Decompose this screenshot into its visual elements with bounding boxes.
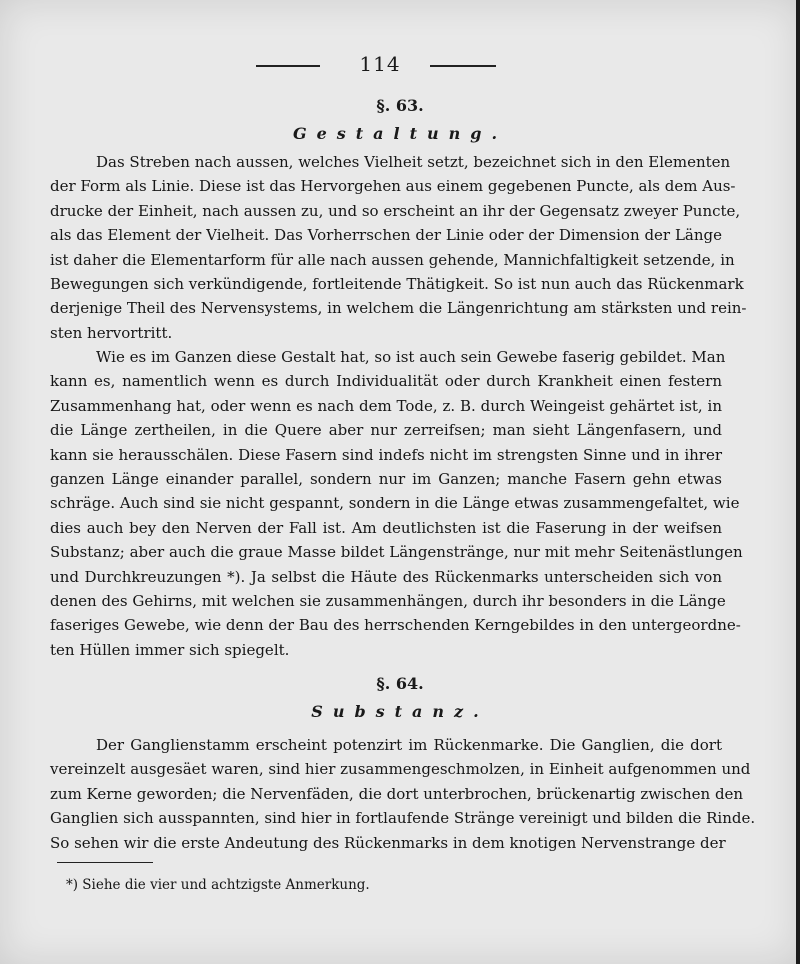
text-line: ist daher die Elementarform für alle nach aussen gehende, Mannichfaltigkeit setzende, in xyxy=(50,250,735,269)
text-line: Der Ganglienstamm erscheint potenzirt im Rückenmarke. Die Ganglien, die dort xyxy=(96,736,722,754)
footnote: *) Siehe die vier und achtzigste Anmerkung. xyxy=(66,877,370,893)
text-line: der Form als Linie. Diese ist das Hervorgehen aus einem gegebenen Puncte, als dem Aus- xyxy=(50,177,736,196)
header-rule-right xyxy=(430,65,496,67)
text-line: und Durchkreuzungen *). Ja selbst die Häute des Rückenmarks unterscheiden sich von xyxy=(50,567,722,586)
text-line: als das Element der Vielheit. Das Vorherrschen der Linie oder der Dimension der Länge xyxy=(50,226,722,245)
footnote-rule xyxy=(57,862,153,863)
page-edge xyxy=(796,0,800,964)
text-line: denen des Gehirns, mit welchen sie zusammenhängen, durch ihr besonders in die Länge xyxy=(50,592,726,611)
header-rule-left xyxy=(256,65,320,67)
text-line: Wie es im Ganzen diese Gestalt hat, so ist auch sein Gewebe faserig gebildet. Man xyxy=(96,348,726,366)
section-number-64: §. 64. xyxy=(376,674,424,693)
text-line: zum Kerne geworden; die Nervenfäden, die dort unterbrochen, brückenartig zwischen den xyxy=(50,784,744,803)
page-header xyxy=(0,52,800,76)
text-line: die Länge zertheilen, in die Quere aber nur zerreifsen; man sieht Längenfasern, und xyxy=(50,421,722,440)
section-number-63: §. 63. xyxy=(376,96,424,115)
text-line: ten Hüllen immer sich spiegelt. xyxy=(50,640,290,659)
page-number: 114 xyxy=(359,52,401,76)
text-line: Das Streben nach aussen, welches Vielheit setzt, bezeichnet sich in den Elementen xyxy=(96,153,731,171)
text-line: sten hervortritt. xyxy=(50,323,173,342)
text-line: kann es, namentlich wenn es durch Individualität oder durch Krankheit einen festern xyxy=(50,372,722,391)
text-line: vereinzelt ausgesäet waren, sind hier zusammengeschmolzen, in Einheit aufgenommen und xyxy=(50,760,751,779)
text-line: derjenige Theil des Nervensystems, in welchem die Längenrichtung am stärksten und rein- xyxy=(50,299,747,318)
text-line: Substanz; aber auch die graue Masse bildet Längenstränge, nur mit mehr Seitenästlungen xyxy=(50,543,743,562)
text-line: schräge. Auch sind sie nicht gespannt, sondern in die Länge etwas zusammengefaltet, wie xyxy=(50,494,740,513)
paragraph-gestaltung-1 xyxy=(50,150,747,345)
text-line: So sehen wir die erste Andeutung des Rückenmarks in dem knotigen Nervenstrange der xyxy=(50,833,726,852)
text-line: dies auch bey den Nerven der Fall ist. Am deutlichsten ist die Faserung in der weifsen xyxy=(50,518,722,537)
text-line: drucke der Einheit, nach aussen zu, und so erscheint an ihr der Gegensatz zweyer Puncte, xyxy=(50,201,741,220)
paragraph-gestaltung-2 xyxy=(50,345,743,662)
section-title-substanz: Substanz. xyxy=(311,702,489,721)
text-line: Ganglien sich ausspannten, sind hier in fortlaufende Stränge vereinigt und bilden die Rinde. xyxy=(50,809,756,828)
text-line: Zusammenhang hat, oder wenn es nach dem Tode, z. B. durch Weingeist gehärtet ist, in xyxy=(50,396,722,415)
text-line: Bewegungen sich verkündigende, fortleitende Thätigkeit. So ist nun auch das Rückenmark xyxy=(50,275,744,294)
text-line: faseriges Gewebe, wie denn der Bau des herrschenden Kerngebildes in den untergeordne- xyxy=(50,616,741,635)
text-line: ganzen Länge einander parallel, sondern nur im Ganzen; manche Fasern gehn etwas xyxy=(50,470,722,489)
section-title-gestaltung: Gestaltung. xyxy=(292,124,508,143)
text-line: kann sie herausschälen. Diese Fasern sind indefs nicht im strengsten Sinne und in ihrer xyxy=(50,445,722,464)
paragraph-substanz-1 xyxy=(50,733,756,855)
